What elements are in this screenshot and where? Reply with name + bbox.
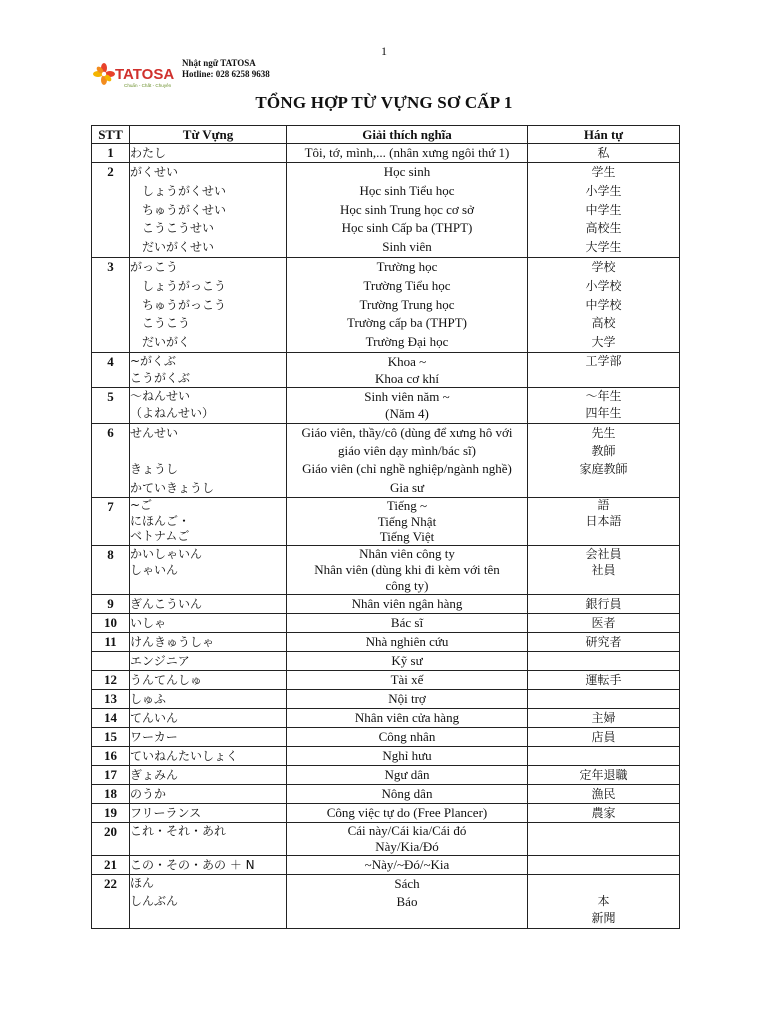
document-title: TỔNG HỢP TỪ VỰNG SƠ CẤP 1 xyxy=(255,93,513,112)
tu-vung-cell xyxy=(130,257,287,352)
tu-vung-line: しゃいん xyxy=(130,563,179,578)
table-row xyxy=(92,690,680,709)
giai-thich-line: Bác sĩ xyxy=(390,615,424,631)
han-tu-cell xyxy=(528,633,680,652)
giai-thich-line: Nội trợ xyxy=(388,691,426,707)
giai-thich-cell xyxy=(287,671,528,690)
giai-thich-cell xyxy=(287,546,528,595)
tu-vung-line: けんきゅうしゃ xyxy=(130,635,215,650)
giai-thich-line: Trường cấp ba (THPT) xyxy=(347,315,467,331)
giai-thich-line: Gia sư xyxy=(389,479,425,495)
table-row xyxy=(92,423,680,497)
giai-thich-line: Công việc tự do (Free Plancer) xyxy=(326,805,488,821)
giai-thich-line: ~Này/~Đó/~Kia xyxy=(364,857,450,873)
stt-cell: 17 xyxy=(92,766,130,785)
tu-vung-cell xyxy=(130,856,287,875)
stt-cell: 10 xyxy=(92,614,130,633)
tu-vung-line: ていねんたいしょく xyxy=(130,749,239,764)
tu-vung-line: これ・それ・あれ xyxy=(130,824,227,839)
giai-thich-line: Học sinh xyxy=(383,164,431,179)
han-tu-line: 語 xyxy=(597,497,610,512)
giai-thich-line: Nghỉ hưu xyxy=(382,748,432,764)
han-tu-line: 会社員 xyxy=(585,547,622,562)
table-row xyxy=(92,875,680,929)
tu-vung-line: ベトナムご xyxy=(130,529,190,544)
tu-vung-line xyxy=(130,442,286,460)
table-row xyxy=(92,387,680,423)
han-tu-line: 学生 xyxy=(591,165,616,179)
giai-thich-cell xyxy=(287,709,528,728)
giai-thich-line: Nhà nghiên cứu xyxy=(365,634,449,650)
han-tu-line xyxy=(528,652,679,670)
han-tu-line: 大学生 xyxy=(585,240,622,255)
giai-thich-line: Nhân viên cửa hàng xyxy=(354,710,460,726)
header-tu-vung: Từ Vựng xyxy=(130,126,287,144)
tu-vung-cell xyxy=(130,497,287,545)
han-tu-cell xyxy=(528,709,680,728)
tu-vung-line: ワーカー xyxy=(130,730,178,745)
stt-cell: 22 xyxy=(92,875,130,929)
stt-cell: 1 xyxy=(92,144,130,163)
han-tu-cell xyxy=(528,785,680,804)
giai-thich-line: Nhân viên ngân hàng xyxy=(351,596,463,612)
tu-vung-line: （よねんせい） xyxy=(130,406,215,421)
giai-thich-line: Học sinh Cấp ba (THPT) xyxy=(341,220,473,236)
tu-vung-line: ぎんこういん xyxy=(130,597,203,612)
header-stt: STT xyxy=(92,126,130,144)
tu-vung-cell xyxy=(130,546,287,595)
table-row xyxy=(92,633,680,652)
tu-vung-line: ～ねんせい xyxy=(130,388,191,403)
han-tu-cell xyxy=(528,352,680,387)
giai-thich-line: Tiếng Việt xyxy=(379,529,435,545)
tu-vung-cell xyxy=(130,785,287,804)
giai-thich-cell xyxy=(287,747,528,766)
tu-vung-line: だいがく xyxy=(130,335,191,350)
giai-thich-line: Trường Đại học xyxy=(365,334,449,350)
tu-vung-line: ちゅうがっこう xyxy=(130,297,227,312)
stt-cell: 15 xyxy=(92,728,130,747)
giai-thich-cell xyxy=(287,423,528,497)
han-tu-line: 中学生 xyxy=(585,202,622,217)
table-row xyxy=(92,144,680,163)
giai-thich-cell xyxy=(287,823,528,856)
tu-vung-line: いしゃ xyxy=(130,616,167,631)
tu-vung-line: だいがくせい xyxy=(130,240,215,255)
tu-vung-cell xyxy=(130,804,287,823)
tu-vung-line: フリーランス xyxy=(130,806,202,821)
tu-vung-cell xyxy=(130,690,287,709)
tu-vung-line: てんいん xyxy=(130,711,179,726)
tu-vung-cell xyxy=(130,352,287,387)
tu-vung-cell xyxy=(130,766,287,785)
han-tu-cell xyxy=(528,163,680,258)
giai-thich-cell xyxy=(287,766,528,785)
han-tu-line: 研究者 xyxy=(585,635,622,650)
stt-cell: 9 xyxy=(92,595,130,614)
table-row xyxy=(92,652,680,671)
giai-thich-cell xyxy=(287,804,528,823)
giai-thich-line: Trường Trung học xyxy=(359,296,455,312)
table-row xyxy=(92,497,680,545)
giai-thich-line: Tiếng ~ xyxy=(386,497,428,513)
table-row xyxy=(92,257,680,352)
han-tu-cell xyxy=(528,614,680,633)
han-tu-line: 本 xyxy=(597,893,610,908)
table-row xyxy=(92,352,680,387)
giai-thich-cell xyxy=(287,633,528,652)
giai-thich-cell xyxy=(287,875,528,929)
tu-vung-cell xyxy=(130,387,287,423)
table-row xyxy=(92,785,680,804)
giai-thich-line: Này/Kia/Đó xyxy=(375,839,439,855)
giai-thich-cell xyxy=(287,144,528,163)
stt-cell: 21 xyxy=(92,856,130,875)
han-tu-cell xyxy=(528,144,680,163)
han-tu-line: 漁民 xyxy=(591,787,616,802)
table-row xyxy=(92,728,680,747)
han-tu-cell xyxy=(528,497,680,545)
stt-cell: 18 xyxy=(92,785,130,804)
tu-vung-line: しょうがっこう xyxy=(130,278,227,293)
giai-thich-line: Nhân viên công ty xyxy=(359,546,455,562)
tu-vung-cell xyxy=(130,875,287,929)
stt-cell: 12 xyxy=(92,671,130,690)
giai-thich-line: (Năm 4) xyxy=(385,406,429,422)
stt-cell: 19 xyxy=(92,804,130,823)
han-tu-line: 四年生 xyxy=(585,406,622,421)
stt-cell: 13 xyxy=(92,690,130,709)
han-tu-line: 運転手 xyxy=(585,673,622,688)
han-tu-line: 先生 xyxy=(591,425,616,440)
stt-cell: 4 xyxy=(92,352,130,387)
han-tu-line: 医者 xyxy=(591,616,616,631)
han-tu-line: 主婦 xyxy=(591,711,616,726)
giai-thich-line: Học sinh Tiểu học xyxy=(359,182,455,198)
han-tu-line: 高校 xyxy=(591,316,616,331)
han-tu-line xyxy=(528,856,679,874)
tu-vung-cell xyxy=(130,163,287,258)
table-row xyxy=(92,709,680,728)
han-tu-line xyxy=(528,823,679,839)
tu-vung-line: ほん xyxy=(130,876,155,891)
tu-vung-line: うんてんしゅ xyxy=(130,673,203,688)
stt-cell: 20 xyxy=(92,823,130,856)
tu-vung-cell xyxy=(130,614,287,633)
hotline: Hotline: 028 6258 9638 xyxy=(182,69,270,79)
giai-thich-line: Giáo viên (chỉ nghề nghiệp/ngành nghề) xyxy=(302,461,512,477)
han-tu-line: 定年退職 xyxy=(579,768,628,783)
tu-vung-cell xyxy=(130,728,287,747)
giai-thich-cell xyxy=(287,614,528,633)
giai-thich-cell xyxy=(287,257,528,352)
giai-thich-cell xyxy=(287,497,528,545)
giai-thich-line: Tiếng Nhật xyxy=(377,513,437,529)
stt-cell: 7 xyxy=(92,497,130,545)
han-tu-line: 小学校 xyxy=(585,278,622,293)
giai-thich-line: Báo xyxy=(396,893,418,909)
tu-vung-cell xyxy=(130,423,287,497)
han-tu-cell xyxy=(528,595,680,614)
giai-thich-line: Trường học xyxy=(376,258,438,274)
tu-vung-line: こうこうせい xyxy=(130,221,215,236)
giai-thich-line: Khoa ~ xyxy=(387,353,427,369)
tu-vung-cell xyxy=(130,747,287,766)
flower-icon xyxy=(93,63,115,85)
giai-thich-cell xyxy=(287,728,528,747)
tatosa-logo xyxy=(93,63,181,89)
tu-vung-line: しゅふ xyxy=(130,692,167,707)
han-tu-line xyxy=(528,875,679,893)
giai-thich-line: Giáo viên, thầy/cô (dùng để xưng hô với xyxy=(301,424,513,440)
table-row xyxy=(92,163,680,258)
giai-thich-line: Nông dân xyxy=(381,786,433,802)
tu-vung-cell xyxy=(130,633,287,652)
giai-thich-line: giáo viên dạy mình/bác sĩ) xyxy=(338,443,476,459)
han-tu-line: 学校 xyxy=(591,259,616,274)
giai-thich-cell xyxy=(287,785,528,804)
company-name: Nhật ngữ TATOSA xyxy=(182,58,256,68)
giai-thich-line: Kỹ sư xyxy=(391,653,423,669)
giai-thich-line: Tôi, tớ, mình,... (nhân xưng ngôi thứ 1) xyxy=(304,145,510,160)
han-tu-line: 家庭教師 xyxy=(579,462,628,477)
giai-thich-line: Sinh viên xyxy=(382,239,432,255)
tu-vung-cell xyxy=(130,823,287,856)
han-tu-cell xyxy=(528,257,680,352)
tu-vung-line: こうこう xyxy=(130,316,191,331)
giai-thich-line: Trường Tiểu học xyxy=(363,277,451,293)
stt-cell: 16 xyxy=(92,747,130,766)
han-tu-line xyxy=(528,747,679,765)
han-tu-line: 教師 xyxy=(591,444,616,459)
tu-vung-line: ちゅうがくせい xyxy=(130,202,227,217)
tu-vung-line: のうか xyxy=(130,787,167,802)
table-row xyxy=(92,823,680,856)
tu-vung-cell xyxy=(130,595,287,614)
tu-vung-line: きょうし xyxy=(130,462,179,477)
han-tu-line: 農家 xyxy=(591,806,616,821)
giai-thich-cell xyxy=(287,690,528,709)
han-tu-cell xyxy=(528,652,680,671)
table-row xyxy=(92,747,680,766)
stt-cell: 8 xyxy=(92,546,130,595)
stt-cell: 11 xyxy=(92,633,130,652)
tu-vung-line: こうがくぶ xyxy=(130,370,191,385)
svg-text:Chuẩn - Chất - Chuyên: Chuẩn - Chất - Chuyên xyxy=(124,83,172,88)
han-tu-cell xyxy=(528,671,680,690)
table-row xyxy=(92,856,680,875)
stt-cell: 14 xyxy=(92,709,130,728)
page-number: 1 xyxy=(381,44,387,58)
tu-vung-line: かいしゃいん xyxy=(130,547,203,562)
tu-vung-line: がくせい xyxy=(130,165,179,179)
giai-thich-cell xyxy=(287,856,528,875)
han-tu-cell xyxy=(528,766,680,785)
tu-vung-line: わたし xyxy=(130,146,167,160)
han-tu-line: ～年生 xyxy=(585,388,622,403)
giai-thich-line: Công nhân xyxy=(378,729,436,745)
tu-vung-line: せんせい xyxy=(130,425,179,440)
table-header-row xyxy=(92,126,680,144)
han-tu-cell xyxy=(528,387,680,423)
han-tu-line: 高校生 xyxy=(585,221,622,236)
han-tu-line: 私 xyxy=(597,146,610,160)
giai-thich-cell xyxy=(287,163,528,258)
han-tu-cell xyxy=(528,823,680,856)
tu-vung-line: ~ご xyxy=(130,497,153,512)
giai-thich-cell xyxy=(287,595,528,614)
table-row xyxy=(92,614,680,633)
stt-cell: 2 xyxy=(92,163,130,258)
han-tu-cell xyxy=(528,728,680,747)
han-tu-cell xyxy=(528,546,680,595)
tu-vung-line: この・その・あの ＋ N xyxy=(130,858,255,873)
han-tu-line: 中学校 xyxy=(585,297,622,312)
header-han-tu: Hán tự xyxy=(528,126,680,144)
han-tu-line: 社員 xyxy=(591,563,616,578)
han-tu-cell xyxy=(528,856,680,875)
svg-text:TATOSA: TATOSA xyxy=(115,66,175,83)
vocabulary-table xyxy=(91,125,680,929)
giai-thich-cell xyxy=(287,652,528,671)
tu-vung-line: ぎょみん xyxy=(130,768,179,783)
tu-vung-cell xyxy=(130,671,287,690)
tu-vung-line: かていきょうし xyxy=(130,480,215,495)
giai-thich-line: Ngư dân xyxy=(384,767,430,783)
tu-vung-line: エンジニア xyxy=(130,654,190,669)
table-row xyxy=(92,804,680,823)
giai-thich-line: Cái này/Cái kia/Cái đó xyxy=(347,823,467,839)
han-tu-line: 店員 xyxy=(591,730,616,745)
tu-vung-line: しんぶん xyxy=(130,893,179,908)
giai-thich-cell xyxy=(287,387,528,423)
giai-thich-line: Khoa cơ khí xyxy=(375,370,439,386)
tu-vung-cell xyxy=(130,652,287,671)
table-row xyxy=(92,671,680,690)
tu-vung-cell xyxy=(130,709,287,728)
tu-vung-line: にほんご・ xyxy=(130,513,191,528)
stt-cell: 3 xyxy=(92,257,130,352)
han-tu-line: 日本語 xyxy=(585,513,622,528)
table-row xyxy=(92,595,680,614)
company-info xyxy=(182,58,270,80)
han-tu-cell xyxy=(528,423,680,497)
han-tu-line: 工学部 xyxy=(585,353,622,368)
giai-thich-line: Tài xế xyxy=(390,672,424,688)
stt-cell xyxy=(92,652,130,671)
tu-vung-line: しょうがくせい xyxy=(130,183,227,198)
giai-thich-line: Học sinh Trung học cơ sở xyxy=(339,201,474,217)
stt-cell: 5 xyxy=(92,387,130,423)
han-tu-cell xyxy=(528,690,680,709)
han-tu-line: 大学 xyxy=(591,335,616,350)
han-tu-line: 小学生 xyxy=(585,183,622,198)
tu-vung-line: がっこう xyxy=(130,259,179,274)
tu-vung-line: ~がくぶ xyxy=(130,353,177,368)
han-tu-line: 銀行員 xyxy=(585,597,622,612)
han-tu-line: 新聞 xyxy=(591,911,616,926)
giai-thich-line: Sách xyxy=(394,876,420,892)
tu-vung-cell xyxy=(130,144,287,163)
table-row xyxy=(92,766,680,785)
han-tu-cell xyxy=(528,804,680,823)
han-tu-cell xyxy=(528,747,680,766)
han-tu-line xyxy=(528,690,679,708)
han-tu-cell xyxy=(528,875,680,929)
giai-thich-line: Sinh viên năm ~ xyxy=(364,388,450,404)
giai-thich-cell xyxy=(287,352,528,387)
giai-thich-line: Nhân viên (dùng khi đi kèm với tên xyxy=(314,562,500,578)
stt-cell: 6 xyxy=(92,423,130,497)
table-row xyxy=(92,546,680,595)
giai-thich-line: công ty) xyxy=(385,578,429,594)
header-giai-thich-nghia: Giải thích nghĩa xyxy=(287,126,528,144)
